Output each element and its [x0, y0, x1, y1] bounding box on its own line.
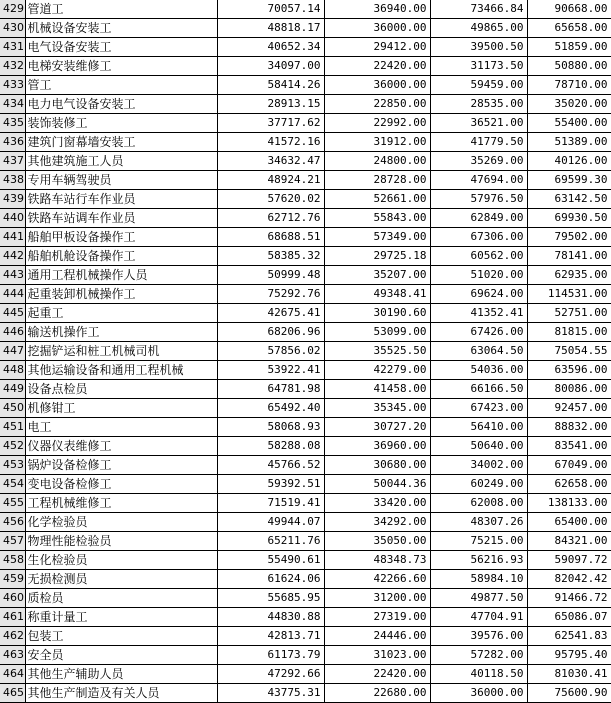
table-row: [0, 589, 611, 608]
value-4-cell[interactable]: 52751.00: [527, 304, 611, 323]
value-3-cell[interactable]: 40118.50: [430, 665, 527, 684]
value-1-cell[interactable]: 53922.41: [217, 361, 324, 380]
occupation-cell[interactable]: 起重装卸机械操作工: [25, 285, 217, 304]
row-number[interactable]: 434: [0, 95, 25, 114]
row-number[interactable]: 437: [0, 152, 25, 171]
row-number[interactable]: 433: [0, 76, 25, 95]
value-1-cell[interactable]: 58385.32: [217, 247, 324, 266]
value-3-cell[interactable]: 54036.00: [430, 361, 527, 380]
value-4-cell[interactable]: 79502.00: [527, 228, 611, 247]
value-4-cell[interactable]: 114531.00: [527, 285, 611, 304]
value-4-cell[interactable]: 95795.40: [527, 646, 611, 665]
occupation-cell[interactable]: 无损检测员: [25, 570, 217, 589]
value-3-cell[interactable]: 63064.50: [430, 342, 527, 361]
value-2-cell[interactable]: 35345.00: [324, 399, 430, 418]
row-number[interactable]: 443: [0, 266, 25, 285]
row-number[interactable]: 429: [0, 0, 25, 19]
value-1-cell[interactable]: 45766.52: [217, 456, 324, 475]
occupation-cell[interactable]: 物理性能检验员: [25, 532, 217, 551]
value-2-cell[interactable]: 30190.60: [324, 304, 430, 323]
table-row: [0, 570, 611, 589]
value-2-cell[interactable]: 29412.00: [324, 38, 430, 57]
row-number[interactable]: 432: [0, 57, 25, 76]
value-3-cell[interactable]: 47694.00: [430, 171, 527, 190]
value-1-cell[interactable]: 68206.96: [217, 323, 324, 342]
value-3-cell[interactable]: 51020.00: [430, 266, 527, 285]
value-3-cell[interactable]: 34002.00: [430, 456, 527, 475]
value-4-cell[interactable]: 51389.00: [527, 133, 611, 152]
row-number[interactable]: 461: [0, 608, 25, 627]
value-1-cell[interactable]: 44830.88: [217, 608, 324, 627]
value-1-cell[interactable]: 50999.48: [217, 266, 324, 285]
value-1-cell[interactable]: 57620.02: [217, 190, 324, 209]
table-row: [0, 266, 611, 285]
value-4-cell[interactable]: 55400.00: [527, 114, 611, 133]
value-4-cell[interactable]: 62935.00: [527, 266, 611, 285]
row-number[interactable]: 440: [0, 209, 25, 228]
occupation-cell[interactable]: 专用车辆驾驶员: [25, 171, 217, 190]
value-3-cell[interactable]: 28535.00: [430, 95, 527, 114]
occupation-cell[interactable]: 其他生产辅助人员: [25, 665, 217, 684]
occupation-cell[interactable]: 电梯安装维修工: [25, 57, 217, 76]
row-number[interactable]: 457: [0, 532, 25, 551]
occupation-cell[interactable]: 机械设备安装工: [25, 19, 217, 38]
table-row: [0, 608, 611, 627]
value-3-cell[interactable]: 31173.50: [430, 57, 527, 76]
value-4-cell[interactable]: 84321.00: [527, 532, 611, 551]
occupation-cell[interactable]: 电气设备安装工: [25, 38, 217, 57]
value-4-cell[interactable]: 63596.00: [527, 361, 611, 380]
value-2-cell[interactable]: 35525.50: [324, 342, 430, 361]
table-row: [0, 209, 611, 228]
value-4-cell[interactable]: 78710.00: [527, 76, 611, 95]
row-number[interactable]: 456: [0, 513, 25, 532]
value-1-cell[interactable]: 37717.62: [217, 114, 324, 133]
table-row: [0, 456, 611, 475]
occupation-cell[interactable]: 电力电气设备安装工: [25, 95, 217, 114]
occupation-cell[interactable]: 船舶甲板设备操作工: [25, 228, 217, 247]
table-row: [0, 380, 611, 399]
value-3-cell[interactable]: 62008.00: [430, 494, 527, 513]
value-2-cell[interactable]: 36940.00: [324, 0, 430, 19]
row-number[interactable]: 449: [0, 380, 25, 399]
table-row: [0, 513, 611, 532]
value-2-cell[interactable]: 22420.00: [324, 57, 430, 76]
value-2-cell[interactable]: 22992.00: [324, 114, 430, 133]
occupation-cell[interactable]: 锅炉设备检修工: [25, 456, 217, 475]
value-1-cell[interactable]: 64781.98: [217, 380, 324, 399]
value-3-cell[interactable]: 39500.50: [430, 38, 527, 57]
value-4-cell[interactable]: 80086.00: [527, 380, 611, 399]
value-2-cell[interactable]: 22420.00: [324, 665, 430, 684]
value-3-cell[interactable]: 66166.50: [430, 380, 527, 399]
value-4-cell[interactable]: 62658.00: [527, 475, 611, 494]
value-3-cell[interactable]: 56216.93: [430, 551, 527, 570]
value-1-cell[interactable]: 70057.14: [217, 0, 324, 19]
table-row: [0, 551, 611, 570]
value-1-cell[interactable]: 75292.76: [217, 285, 324, 304]
occupation-cell[interactable]: 设备点检员: [25, 380, 217, 399]
value-3-cell[interactable]: 67423.00: [430, 399, 527, 418]
value-4-cell[interactable]: 90668.00: [527, 0, 611, 19]
value-4-cell[interactable]: 69599.30: [527, 171, 611, 190]
value-3-cell[interactable]: 41779.50: [430, 133, 527, 152]
value-4-cell[interactable]: 138133.00: [527, 494, 611, 513]
row-number[interactable]: 446: [0, 323, 25, 342]
value-4-cell[interactable]: 65658.00: [527, 19, 611, 38]
value-3-cell[interactable]: 36521.00: [430, 114, 527, 133]
value-2-cell[interactable]: 33420.00: [324, 494, 430, 513]
value-4-cell[interactable]: 62541.83: [527, 627, 611, 646]
value-1-cell[interactable]: 65211.76: [217, 532, 324, 551]
value-2-cell[interactable]: 29725.18: [324, 247, 430, 266]
value-4-cell[interactable]: 82042.42: [527, 570, 611, 589]
value-4-cell[interactable]: 75054.55: [527, 342, 611, 361]
value-2-cell[interactable]: 36000.00: [324, 76, 430, 95]
table-row: [0, 494, 611, 513]
occupation-cell[interactable]: 其他建筑施工人员: [25, 152, 217, 171]
row-number[interactable]: 454: [0, 475, 25, 494]
table-row: [0, 95, 611, 114]
value-4-cell[interactable]: 75600.90: [527, 684, 611, 703]
value-3-cell[interactable]: 57282.00: [430, 646, 527, 665]
value-4-cell[interactable]: 81030.41: [527, 665, 611, 684]
row-number[interactable]: 438: [0, 171, 25, 190]
table-row: [0, 418, 611, 437]
occupation-cell[interactable]: 其他生产制造及有关人员: [25, 684, 217, 703]
value-1-cell[interactable]: 47292.66: [217, 665, 324, 684]
occupation-cell[interactable]: 装饰装修工: [25, 114, 217, 133]
row-number[interactable]: 451: [0, 418, 25, 437]
value-3-cell[interactable]: 41352.41: [430, 304, 527, 323]
value-3-cell[interactable]: 36000.00: [430, 684, 527, 703]
value-2-cell[interactable]: 52661.00: [324, 190, 430, 209]
value-1-cell[interactable]: 58414.26: [217, 76, 324, 95]
value-2-cell[interactable]: 48348.73: [324, 551, 430, 570]
value-2-cell[interactable]: 41458.00: [324, 380, 430, 399]
value-3-cell[interactable]: 39576.00: [430, 627, 527, 646]
value-1-cell[interactable]: 71519.41: [217, 494, 324, 513]
table-row: [0, 361, 611, 380]
row-number[interactable]: 459: [0, 570, 25, 589]
value-3-cell[interactable]: 67426.00: [430, 323, 527, 342]
value-2-cell[interactable]: 53099.00: [324, 323, 430, 342]
table-row: [0, 247, 611, 266]
value-2-cell[interactable]: 36000.00: [324, 19, 430, 38]
value-2-cell[interactable]: 24800.00: [324, 152, 430, 171]
value-3-cell[interactable]: 59459.00: [430, 76, 527, 95]
value-2-cell[interactable]: 31200.00: [324, 589, 430, 608]
value-3-cell[interactable]: 62849.00: [430, 209, 527, 228]
row-number[interactable]: 442: [0, 247, 25, 266]
value-2-cell[interactable]: 31912.00: [324, 133, 430, 152]
table-row: [0, 190, 611, 209]
value-4-cell[interactable]: 65400.00: [527, 513, 611, 532]
row-number[interactable]: 460: [0, 589, 25, 608]
value-2-cell[interactable]: 35050.00: [324, 532, 430, 551]
value-1-cell[interactable]: 42675.41: [217, 304, 324, 323]
value-4-cell[interactable]: 59097.72: [527, 551, 611, 570]
value-1-cell[interactable]: 34632.47: [217, 152, 324, 171]
table-row: [0, 133, 611, 152]
table-row: [0, 0, 611, 19]
value-3-cell[interactable]: 75215.00: [430, 532, 527, 551]
table-row: [0, 152, 611, 171]
value-2-cell[interactable]: 22850.00: [324, 95, 430, 114]
value-1-cell[interactable]: 59392.51: [217, 475, 324, 494]
value-1-cell[interactable]: 49944.07: [217, 513, 324, 532]
value-3-cell[interactable]: 58984.10: [430, 570, 527, 589]
value-1-cell[interactable]: 34097.00: [217, 57, 324, 76]
value-3-cell[interactable]: 69624.00: [430, 285, 527, 304]
table-row: [0, 437, 611, 456]
value-1-cell[interactable]: 40652.34: [217, 38, 324, 57]
value-4-cell[interactable]: 78141.00: [527, 247, 611, 266]
value-1-cell[interactable]: 28913.15: [217, 95, 324, 114]
value-4-cell[interactable]: 35020.00: [527, 95, 611, 114]
value-4-cell[interactable]: 83541.00: [527, 437, 611, 456]
value-2-cell[interactable]: 30727.20: [324, 418, 430, 437]
value-4-cell[interactable]: 50880.00: [527, 57, 611, 76]
table-row: [0, 323, 611, 342]
occupation-cell[interactable]: 变电设备检修工: [25, 475, 217, 494]
row-number[interactable]: 444: [0, 285, 25, 304]
value-3-cell[interactable]: 60249.00: [430, 475, 527, 494]
value-1-cell[interactable]: 65492.40: [217, 399, 324, 418]
value-1-cell[interactable]: 48818.17: [217, 19, 324, 38]
occupation-cell[interactable]: 仪器仪表维修工: [25, 437, 217, 456]
table-row: [0, 171, 611, 190]
value-3-cell[interactable]: 57976.50: [430, 190, 527, 209]
row-number[interactable]: 463: [0, 646, 25, 665]
value-2-cell[interactable]: 31023.00: [324, 646, 430, 665]
value-2-cell[interactable]: 57349.00: [324, 228, 430, 247]
value-2-cell[interactable]: 28728.00: [324, 171, 430, 190]
row-number[interactable]: 439: [0, 190, 25, 209]
occupation-cell[interactable]: 包装工: [25, 627, 217, 646]
value-1-cell[interactable]: 43775.31: [217, 684, 324, 703]
table-row: [0, 114, 611, 133]
row-number[interactable]: 458: [0, 551, 25, 570]
value-3-cell[interactable]: 49865.00: [430, 19, 527, 38]
value-2-cell[interactable]: 35207.00: [324, 266, 430, 285]
value-1-cell[interactable]: 42813.71: [217, 627, 324, 646]
value-2-cell[interactable]: 27319.00: [324, 608, 430, 627]
table-row: [0, 665, 611, 684]
table-row: [0, 532, 611, 551]
value-1-cell[interactable]: 62712.76: [217, 209, 324, 228]
occupation-cell[interactable]: 工程机械维修工: [25, 494, 217, 513]
occupation-cell[interactable]: 生化检验员: [25, 551, 217, 570]
value-4-cell[interactable]: 67049.00: [527, 456, 611, 475]
value-1-cell[interactable]: 61624.06: [217, 570, 324, 589]
value-3-cell[interactable]: 47704.91: [430, 608, 527, 627]
occupation-cell[interactable]: 铁路车站行车作业员: [25, 190, 217, 209]
occupation-cell[interactable]: 安全员: [25, 646, 217, 665]
occupation-cell[interactable]: 化学检验员: [25, 513, 217, 532]
row-number[interactable]: 441: [0, 228, 25, 247]
table-row: [0, 19, 611, 38]
table-row: [0, 38, 611, 57]
value-3-cell[interactable]: 48307.26: [430, 513, 527, 532]
row-number[interactable]: 445: [0, 304, 25, 323]
occupation-cell[interactable]: 管道工: [25, 0, 217, 19]
value-4-cell[interactable]: 65086.07: [527, 608, 611, 627]
value-4-cell[interactable]: 91466.72: [527, 589, 611, 608]
value-4-cell[interactable]: 92457.00: [527, 399, 611, 418]
value-2-cell[interactable]: 24446.00: [324, 627, 430, 646]
value-1-cell[interactable]: 68688.51: [217, 228, 324, 247]
row-number[interactable]: 436: [0, 133, 25, 152]
occupation-cell[interactable]: 通用工程机械操作人员: [25, 266, 217, 285]
row-number[interactable]: 435: [0, 114, 25, 133]
table-row: [0, 57, 611, 76]
occupation-cell[interactable]: 挖掘铲运和桩工机械司机: [25, 342, 217, 361]
table-row: [0, 285, 611, 304]
occupation-cell[interactable]: 称重计量工: [25, 608, 217, 627]
value-2-cell[interactable]: 55843.00: [324, 209, 430, 228]
value-3-cell[interactable]: 50640.00: [430, 437, 527, 456]
value-2-cell[interactable]: 42279.00: [324, 361, 430, 380]
value-1-cell[interactable]: 55490.61: [217, 551, 324, 570]
table-row: [0, 228, 611, 247]
table-row: [0, 304, 611, 323]
occupation-cell[interactable]: 管工: [25, 76, 217, 95]
table-row: [0, 684, 611, 703]
occupation-cell[interactable]: 船舶机舱设备操作工: [25, 247, 217, 266]
value-1-cell[interactable]: 48924.21: [217, 171, 324, 190]
row-number[interactable]: 452: [0, 437, 25, 456]
table-row: [0, 76, 611, 95]
value-1-cell[interactable]: 58288.08: [217, 437, 324, 456]
row-number[interactable]: 465: [0, 684, 25, 703]
table-row: [0, 475, 611, 494]
occupation-cell[interactable]: 机修钳工: [25, 399, 217, 418]
value-3-cell[interactable]: 73466.84: [430, 0, 527, 19]
occupation-cell[interactable]: 电工: [25, 418, 217, 437]
occupation-cell[interactable]: 质检员: [25, 589, 217, 608]
occupation-cell[interactable]: 建筑门窗幕墙安装工: [25, 133, 217, 152]
value-2-cell[interactable]: 34292.00: [324, 513, 430, 532]
value-3-cell[interactable]: 56410.00: [430, 418, 527, 437]
row-number[interactable]: 447: [0, 342, 25, 361]
row-number[interactable]: 450: [0, 399, 25, 418]
value-4-cell[interactable]: 69930.50: [527, 209, 611, 228]
row-number[interactable]: 430: [0, 19, 25, 38]
value-3-cell[interactable]: 49877.50: [430, 589, 527, 608]
value-2-cell[interactable]: 49348.41: [324, 285, 430, 304]
occupation-cell[interactable]: 铁路车站调车作业员: [25, 209, 217, 228]
occupation-cell[interactable]: 输送机操作工: [25, 323, 217, 342]
row-number[interactable]: 453: [0, 456, 25, 475]
value-4-cell[interactable]: 40126.00: [527, 152, 611, 171]
occupation-cell[interactable]: 起重工: [25, 304, 217, 323]
value-1-cell[interactable]: 61173.79: [217, 646, 324, 665]
value-3-cell[interactable]: 35269.00: [430, 152, 527, 171]
table-row: [0, 399, 611, 418]
value-2-cell[interactable]: 42266.60: [324, 570, 430, 589]
value-1-cell[interactable]: 41572.16: [217, 133, 324, 152]
value-2-cell[interactable]: 36960.00: [324, 437, 430, 456]
occupation-cell[interactable]: 其他运输设备和通用工程机械: [25, 361, 217, 380]
table-row: [0, 342, 611, 361]
row-number[interactable]: 464: [0, 665, 25, 684]
value-2-cell[interactable]: 30680.00: [324, 456, 430, 475]
value-2-cell[interactable]: 50044.36: [324, 475, 430, 494]
value-3-cell[interactable]: 67306.00: [430, 228, 527, 247]
value-4-cell[interactable]: 81815.00: [527, 323, 611, 342]
value-1-cell[interactable]: 58068.93: [217, 418, 324, 437]
row-number[interactable]: 431: [0, 38, 25, 57]
row-number[interactable]: 462: [0, 627, 25, 646]
value-4-cell[interactable]: 88832.00: [527, 418, 611, 437]
table-row: [0, 627, 611, 646]
row-number[interactable]: 455: [0, 494, 25, 513]
row-number[interactable]: 448: [0, 361, 25, 380]
value-3-cell[interactable]: 60562.00: [430, 247, 527, 266]
value-4-cell[interactable]: 63142.50: [527, 190, 611, 209]
value-2-cell[interactable]: 22680.00: [324, 684, 430, 703]
table-row: [0, 646, 611, 665]
value-4-cell[interactable]: 51859.00: [527, 38, 611, 57]
value-1-cell[interactable]: 57856.02: [217, 342, 324, 361]
value-1-cell[interactable]: 55685.95: [217, 589, 324, 608]
